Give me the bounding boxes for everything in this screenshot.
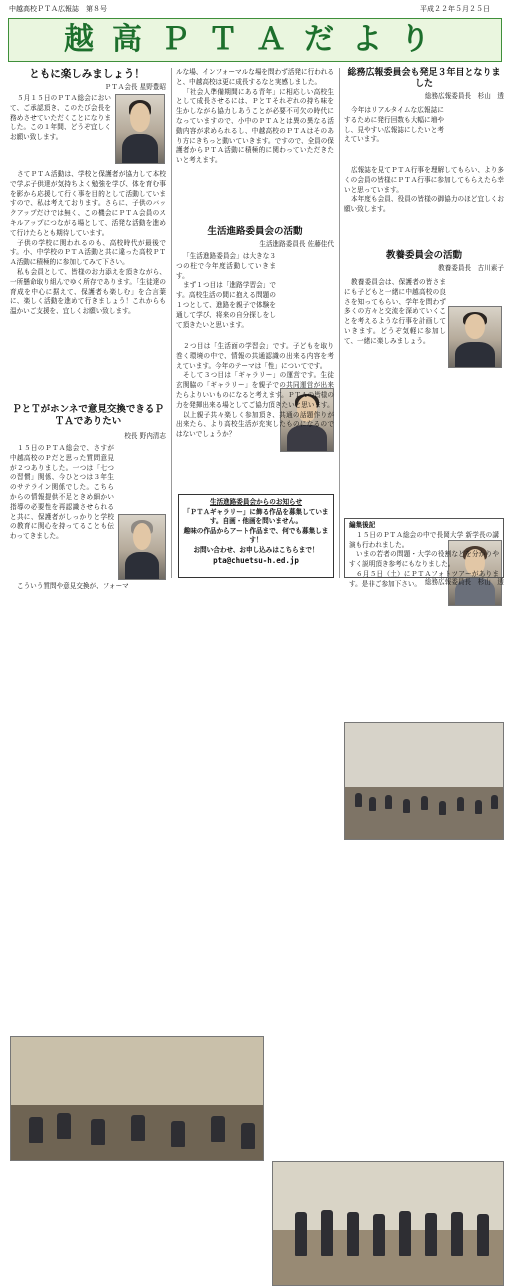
article-body bbox=[176, 252, 276, 330]
paragraph: １５日のＰＴＡ総会の中で長岡大学 新学長の講演も行われました。 bbox=[349, 530, 499, 549]
meeting-photo bbox=[10, 1036, 264, 1161]
article-byline: 教養委員長 古川素子 bbox=[438, 264, 504, 272]
paragraph: こういう質問や意見交換が、フォーマ bbox=[17, 582, 129, 590]
notice-line: 趣味の作品からアート作品まで、何でも募集します！ bbox=[183, 526, 329, 545]
article-title: 総務広報委員会も発足３年目となりました bbox=[347, 68, 501, 89]
paragraph: 「生活進路委員会」は大きな３つの柱で今年度活動していきます。 bbox=[176, 252, 276, 280]
article-title: 生活進路委員会の活動 bbox=[207, 226, 303, 237]
article-chair-greeting bbox=[8, 68, 166, 80]
article-body bbox=[10, 582, 166, 592]
principal-portrait bbox=[118, 514, 166, 580]
article-byline: 総務広報委員長 杉山 透 bbox=[424, 92, 504, 100]
notice-heading: 生活進路委員会からのお知らせ bbox=[209, 498, 303, 506]
chair-portrait bbox=[115, 94, 165, 164]
masthead-title: 越高ＰＴＡだより bbox=[64, 22, 448, 57]
paragraph: ルな場、インフォーマルな場を問わず活発に行われると、中越高校は更に成長するなと実感しました。 bbox=[176, 68, 334, 86]
paragraph: さてＰＴＡ活動は、学校と保護者が協力して本校で学ぶ子供達が気持ちよく勉強を学び、体を育む事を影から応援して行く事を目的として活動していますので、私は考えております。さらに、子供のバックアップだけでは無く、この機会にＰＴＡ会員のスキルアップにつながる場として、活発な活動を進めて行けたらとも期待しています。 bbox=[10, 170, 166, 237]
article-title: 教養委員会の活動 bbox=[385, 250, 462, 261]
paragraph: 私も会員として、皆様のお力添えを頂きながら、一所懸命取り組んでゆく所存であります。「生徒達の育成を中心に据えて、保護者も楽しむ」を合言葉に、楽しく活動を進めて行きましょう！これからも温かいご支援を、宜しくお願い致します。 bbox=[10, 267, 166, 316]
publisher-line: 中越高校ＰＴＡ広報誌 第８号 bbox=[9, 5, 107, 13]
assembly-photo bbox=[344, 722, 504, 840]
paragraph: 以上親子共々楽しく参加頂き、共通の話題作りが出来たら、より高校生活が充実したものになるのではないでしょうか？ bbox=[176, 410, 334, 439]
officers-photo bbox=[272, 1161, 504, 1286]
article-body bbox=[344, 106, 444, 145]
article-title: ともに楽しみましょう！ bbox=[29, 68, 145, 80]
paragraph: １５日のＰＴＡ総会で、さすが中越高校のＰだと思った質問意見が２つありました。一つは「七つの習慣」関係、今ひとつは３年生のサテライン関係でした。こちらからの情報提供不足ときめ細かい指導の必要性を再認識させられると共に、保護者がしっかりと学校の教育に関心を持ってることも伝わってきました。 bbox=[10, 444, 114, 541]
article-body bbox=[176, 342, 334, 440]
contact-email[interactable]: pta@chuetsu-h.ed.jp bbox=[213, 555, 299, 565]
article-body bbox=[344, 166, 504, 215]
gallery-notice bbox=[178, 494, 334, 578]
paragraph: 「社会人準備期間にある青年」に相応しい高校生として成長させるには、ＰとＴそれぞれの持ち味を生かしながら協力しあうことが必要不可欠の時代になっていますので、小中のＰＴＡとは異の異なる活動内容が求められるし、中越高校のＰＴＡはそのあり方にきちっと動いていきます。ですので、全員の保護者からＰＴＡ活動に積極的に関わっていただきたいと考えます。 bbox=[176, 87, 334, 165]
paragraph: ５月１５日のＰＴＡ総会において、ご承認頂き、このたび会長を務めさせていただくことになりました。この１年間、どうぞ宜しくお願い致します。 bbox=[10, 94, 111, 142]
paragraph: 本年度も会員、役員の皆様の御協力のほど宜しくお願い致します。 bbox=[344, 195, 504, 214]
paragraph: まず１つ目は「進路学習会」です。高校生活の間に抱える問題の１つとして、進路を親子で体験を通して学び、将来の自分探しをして頂きたいと思います。 bbox=[176, 281, 276, 329]
paragraph: ２つ目は「生活面の学習会」です。子どもを取り巻く環境の中で、情報の共通認識の出来る内容を考えています。今年のテーマは「性」についてです。 bbox=[176, 342, 334, 370]
article-title: ＰとＴがホンネで意見交換できるＰＴＡでありたい bbox=[12, 404, 164, 427]
article-byline: ＰＴＡ会長 星野豊昭 bbox=[104, 83, 166, 91]
paragraph: 広報誌を見てＰＴＡ行事を理解してもらい、より多くの会員の皆様にＰＴＡ行事に参加してもらえたら幸いと思っています。 bbox=[344, 166, 504, 194]
editor-signature: 総務広報委員長 杉山 透 bbox=[424, 578, 504, 586]
paragraph: そして３つ目は「ギャラリー」の運営です。生徒玄関脇の「ギャラリー」を親子での共同運営が出来たらよりいいものになると考えます。ＰＴＡの皆様の力を発揮出来る場としてご協力頂きたいと思います。 bbox=[176, 371, 334, 409]
article-byline: 校長 野内清志 bbox=[124, 432, 166, 440]
article-body bbox=[10, 170, 166, 317]
paragraph: 子供の学校に関われるのも、高校時代が最後です。小、中学校のＰＴＡ活動と共に違った高校ＰＴＡ活動に積極的に参加してみて下さい。 bbox=[10, 238, 166, 267]
article-byline: 生活進路委員長 佐藤佳代 bbox=[259, 240, 334, 248]
column-divider bbox=[339, 68, 340, 578]
issue-date: 平成２２年５月２５日 bbox=[420, 5, 490, 13]
paragraph: ６月５日（土）にＰＴＡフォトツアーがあります。是非ご参加下さい。 bbox=[349, 569, 499, 588]
paragraph: 今年はリアルタイムな広報誌にするために発行回数も大幅に増やし、見やすい広報誌にしたいと考えています。 bbox=[344, 106, 444, 144]
column-divider bbox=[171, 68, 172, 578]
article-body bbox=[344, 278, 446, 347]
notice-line: 「ＰＴＡギャラリー」に飾る作品を募集しています。自画・他画を問いません。 bbox=[183, 507, 329, 526]
article-body bbox=[10, 94, 111, 143]
pr-chair-portrait bbox=[448, 306, 502, 368]
paragraph: 教養委員会は、保護者の皆さまにも子どもと一緒に中越高校の良さを知ってもらい、学年を問わず多くの方々と交流を深めていくことを考えるような行事を計画していきます。どうぞ気軽に参加して、一緒に楽しみましょう。 bbox=[344, 278, 446, 345]
paragraph: いまの若者の問題・大学の役割などを分かりやすく説明頂き参考にもなりました。 bbox=[349, 550, 499, 569]
masthead bbox=[8, 18, 502, 62]
editor-heading: 編集後記 bbox=[349, 521, 376, 529]
article-body-continued bbox=[176, 68, 334, 166]
notice-line: お問い合わせ、お申し込みはこちらまで！ bbox=[193, 545, 319, 554]
article-body bbox=[10, 444, 114, 542]
